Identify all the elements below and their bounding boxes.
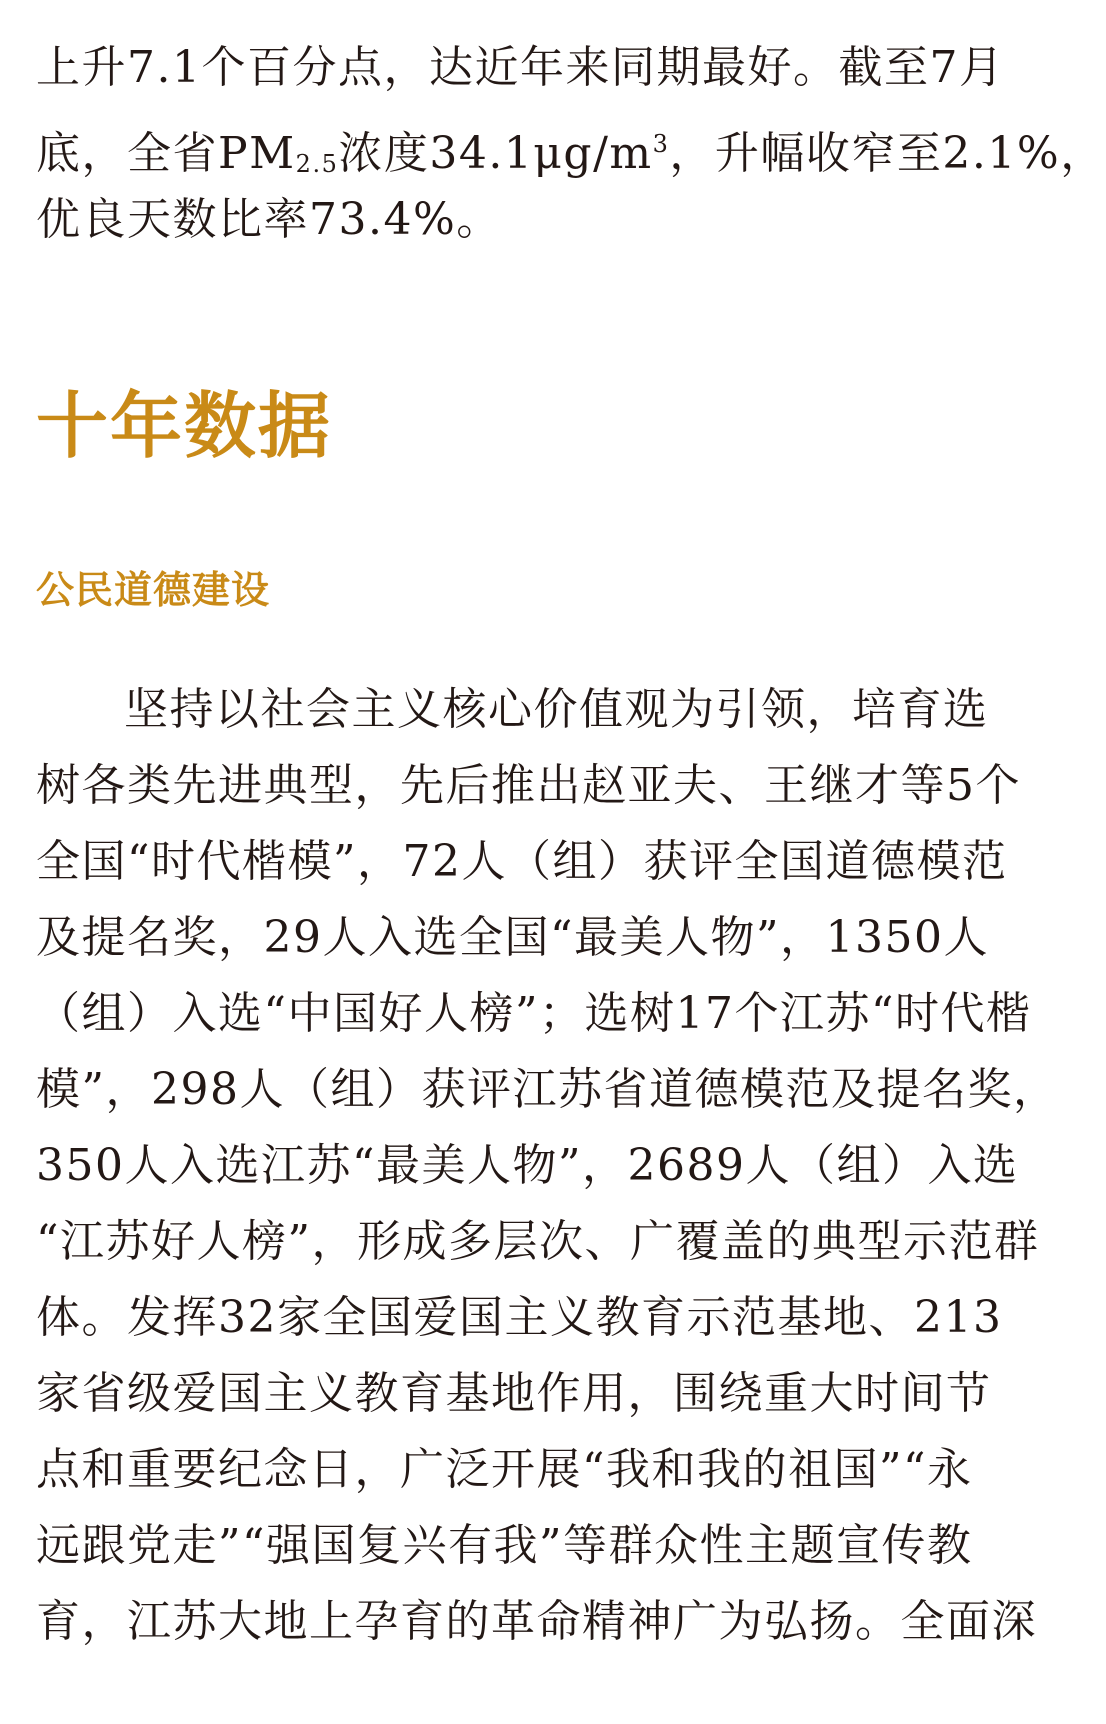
body-line: 体。发挥32家全国爱国主义教育示范基地、213 (36, 1292, 1003, 1343)
body-line: 及提名奖，29人入选全国“最美人物”，1350人 (36, 912, 989, 963)
intro-line-1: 上升7.1个百分点，达近年来同期最好。截至7月 (36, 42, 1005, 93)
body-line: 350人入选江苏“最美人物”，2689人（组）入选 (36, 1140, 1019, 1191)
intro-line-2-part-a: 底，全省PM (36, 128, 296, 179)
body-line: 模”，298人（组）获评江苏省道德模范及提名奖， (36, 1064, 1059, 1115)
pm-subscript: 2.5 (295, 150, 339, 178)
body-paragraph (36, 672, 1059, 1660)
body-line: 全国“时代楷模”，72人（组）获评全国道德模范 (36, 836, 1008, 887)
body-line: 家省级爱国主义教育基地作用，围绕重大时间节 (36, 1368, 992, 1419)
body-line: 点和重要纪念日，广泛开展“我和我的祖国”“永 (36, 1444, 973, 1495)
unit-superscript: 3 (652, 130, 670, 158)
intro-line-2 (36, 106, 1106, 182)
body-line: 坚持以社会主义核心价值观为引领，培育选 (124, 684, 989, 735)
intro-line-2-part-c: ，升幅收窄至2.1%， (669, 128, 1106, 179)
body-line: 树各类先进典型，先后推出赵亚夫、王继才等5个 (36, 760, 1021, 811)
intro-paragraph (36, 30, 1106, 258)
body-line: 远跟党走”“强国复兴有我”等群众性主题宣传教 (36, 1520, 973, 1571)
body-line: 育，江苏大地上孕育的革命精神广为弘扬。全面深 (36, 1596, 1037, 1647)
body-line: “江苏好人榜”，形成多层次、广覆盖的典型示范群 (36, 1216, 1040, 1267)
section-title: 十年数据 (36, 384, 333, 468)
intro-line-3: 优良天数比率73.4%。 (36, 194, 502, 245)
intro-line-2-part-b: 浓度34.1μg/m (338, 128, 653, 179)
body-line: （组）入选“中国好人榜”；选树17个江苏“时代楷 (36, 988, 1032, 1039)
section-subtitle: 公民道德建设 (36, 568, 271, 612)
